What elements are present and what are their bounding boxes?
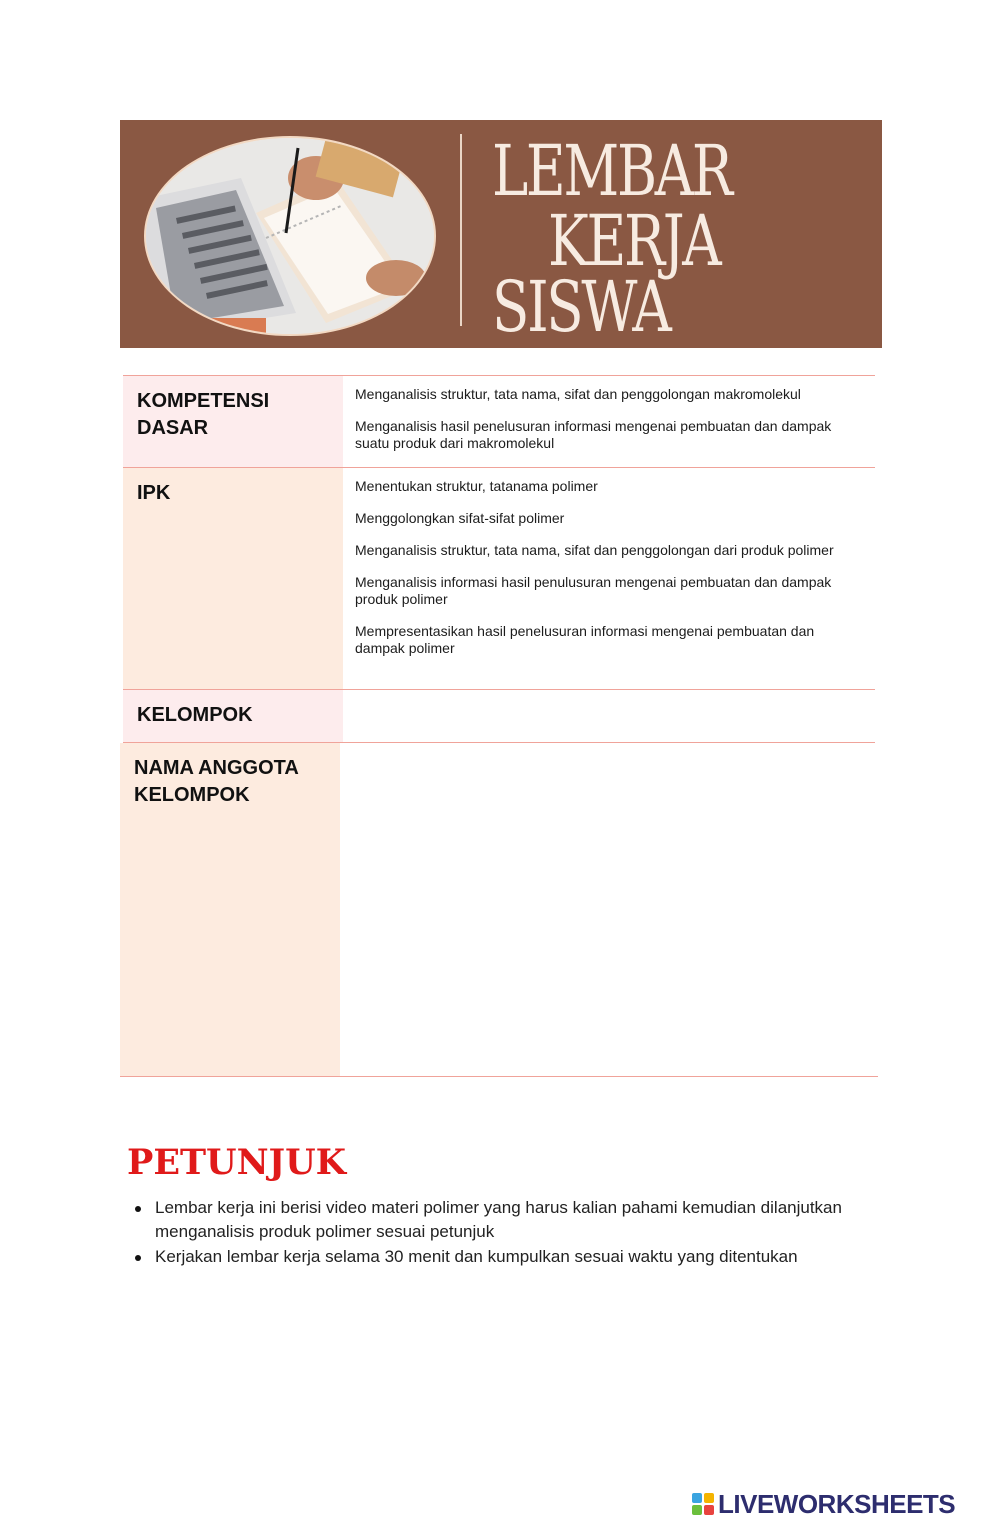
laptop-notebook-photo [144,136,436,336]
liveworksheets-logo-text: LIVEWORKSHEETS [718,1488,956,1519]
banner-title-line-1: LEMBAR [492,130,731,212]
kelompok-field[interactable] [343,690,874,743]
ipk-item-2: Menggolongkan sifat-sifat polimer [355,510,565,526]
ipk-item-5: Mempresentasikan hasil penelusuran informasi mengenai pembuatan dan dampak polimer [355,623,815,656]
row-nama-anggota [120,743,880,1077]
instruction-item [132,1245,892,1269]
row-label-kelompok: KELOMPOK [123,690,343,743]
bullet-icon [135,1255,141,1261]
liveworksheets-logo [692,1489,955,1519]
ipk-item-4: Menganalisis informasi hasil penulusuran mengenai pembuatan dan dampak produk polimer [355,574,832,607]
row-label-kompetensi-dasar: KOMPETENSI DASAR [123,376,343,468]
ipk-item-1: Menentukan struktur, tatanama polimer [355,478,598,494]
kd-item-2: Menganalisis hasil penelusuran informasi mengenai pembuatan dan dampak suatu produk dari makromolekul [355,418,832,451]
petunjuk-heading: PETUNJUK [127,1142,347,1183]
banner-title-line-2: KERJA [548,200,720,282]
instruction-text-1: Lembar kerja ini berisi video materi polimer yang harus kalian pahami kemudian dilanjutkan menganalisis produk polimer sesuai petunjuk [155,1198,842,1241]
header-banner [120,120,882,348]
kd-item-1: Menganalisis struktur, tata nama, sifat dan penggolongan makromolekul [355,386,801,402]
instruction-text-2: Kerjakan lembar kerja selama 30 menit dan kumpulkan sesuai waktu yang ditentukan [155,1247,798,1266]
instruction-list [132,1196,892,1270]
row-content-ipk [343,468,874,690]
ipk-item-3: Menganalisis struktur, tata nama, sifat dan penggolongan dari produk polimer [355,542,834,558]
row-kompetensi-dasar [120,376,880,468]
liveworksheets-logo-icon [692,1493,714,1515]
instruction-item [132,1196,892,1244]
row-kelompok [120,690,880,743]
row-ipk [120,468,880,690]
row-content-kompetensi-dasar [343,376,874,468]
banner-title-line-3: SISWA [492,266,670,348]
nama-anggota-field[interactable] [343,743,874,1077]
row-label-nama-anggota: NAMA ANGGOTA KELOMPOK [120,743,340,1077]
bullet-icon [135,1206,141,1212]
row-divider [120,1076,878,1077]
row-label-ipk: IPK [123,468,343,690]
banner-divider [460,134,462,326]
